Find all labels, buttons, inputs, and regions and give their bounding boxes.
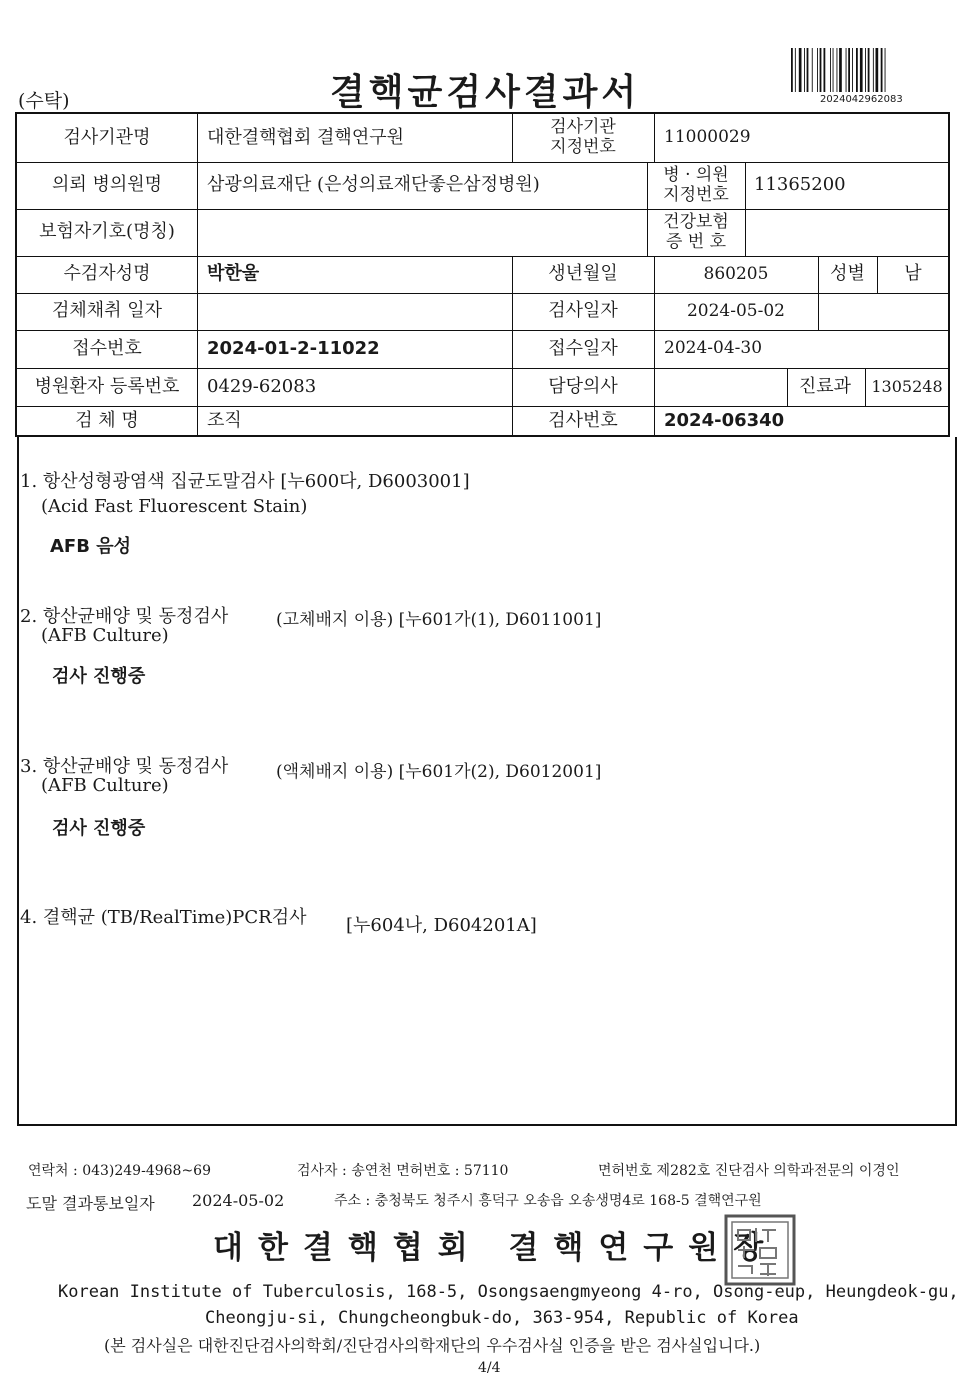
receipt-date-label: 접수일자 — [548, 337, 618, 359]
test-4-title: 4. 결핵균 (TB/RealTime)PCR검사 — [20, 907, 307, 928]
document-title: 결핵균검사결과서 — [330, 72, 641, 113]
hospital-designation-label-line2: 지정번호 — [663, 184, 729, 205]
insurance-number-value — [754, 209, 934, 256]
lab-designation-label-line1: 검사기관 — [550, 117, 616, 138]
physician-value — [664, 368, 784, 406]
institution-name: 대한결핵협회 결핵연구원장 — [213, 1230, 779, 1266]
patient-name-value: 박한울 — [207, 263, 260, 285]
patient-registration-value: 0429-62083 — [207, 375, 317, 397]
test-4-code: [누604나, D604201A] — [346, 915, 537, 936]
insurer-code-value — [207, 209, 637, 256]
lab-name-value: 대한결핵협회 결핵연구원 — [207, 126, 404, 148]
hospital-designation-label-line1: 병 · 의원 — [663, 164, 729, 185]
patient-registration-label: 병원환자 등록번호 — [34, 375, 180, 397]
receipt-date-value: 2024-04-30 — [664, 338, 763, 359]
test-date-label: 검사일자 — [548, 300, 618, 322]
insurance-number-label-line2: 증 번 호 — [665, 231, 727, 252]
lab-designation-value: 11000029 — [664, 127, 751, 148]
insurance-number-label — [647, 209, 745, 256]
page-number: 4/4 — [478, 1360, 501, 1376]
hospital-designation-value: 11365200 — [754, 174, 846, 196]
lab-designation-label-line2: 지정번호 — [550, 137, 616, 157]
receipt-number-value: 2024-01-2-11022 — [207, 337, 380, 359]
test-date-value: 2024-05-02 — [686, 300, 785, 321]
hospital-designation-label — [647, 162, 745, 209]
test-2-subtitle: (AFB Culture) — [41, 625, 169, 646]
department-value: 1305248 — [871, 376, 943, 396]
insurer-code-label: 보험자기호(명칭) — [39, 221, 175, 243]
lab-designation-label — [512, 114, 654, 162]
sex-label: 성별 — [830, 263, 865, 285]
consignment-label: (수탁) — [18, 90, 70, 112]
birthdate-value: 860205 — [703, 263, 769, 284]
receipt-number-label: 접수번호 — [72, 337, 142, 359]
referring-hospital-label: 의뢰 병의원명 — [51, 174, 163, 196]
test-3-title: 3. 항산균배양 및 동정검사 — [20, 756, 229, 777]
contact-info: 연락처 : 043)249-4968~69 — [28, 1163, 211, 1179]
test-2-result: 검사 진행중 — [52, 666, 146, 687]
lab-name-label: 검사기관명 — [63, 126, 151, 148]
test-1-result: AFB 음성 — [50, 536, 131, 557]
english-address-line2: Cheongju-si, Chungcheongbuk-do, 363-954, Republic of Korea — [205, 1308, 799, 1328]
sex-value: 남 — [904, 263, 922, 285]
test-2-medium: (고체배지 이용) [누601가(1), D6011001] — [276, 610, 602, 630]
certification-note: (본 검사실은 대한진단검사의학회/진단검사의학재단의 우수검사실 인증을 받은 검사실입니다.) — [104, 1336, 761, 1355]
test-3-subtitle: (AFB Culture) — [41, 775, 169, 796]
test-1-title: 1. 항산성형광염색 집균도말검사 [누600다, D6003001] — [20, 471, 470, 492]
barcode-number: 2024042962083 — [820, 94, 903, 105]
specimen-label: 검 체 명 — [75, 409, 139, 431]
examiner-info: 검사자 : 송연천 면허번호 : 57110 — [297, 1163, 509, 1179]
english-address-line1: Korean Institute of Tuberculosis, 168-5, Osongsaengmyeong 4-ro, Osong-eup, Heungdeok-gu, — [58, 1282, 959, 1302]
official-seal — [722, 1212, 798, 1288]
birthdate-label: 생년월일 — [548, 263, 618, 285]
test-1-subtitle: (Acid Fast Fluorescent Stain) — [41, 496, 308, 517]
test-number-value: 2024-06340 — [664, 409, 785, 431]
test-3-medium: (액체배지 이용) [누601가(2), D6012001] — [276, 762, 602, 782]
specialist-license: 면허번호 제282호 진단검사 의학과전문의 이경인 — [598, 1163, 900, 1179]
barcode — [790, 48, 925, 94]
institute-address: 주소 : 충청북도 청주시 흥덕구 오송읍 오송생명4로 168-5 결핵연구원 — [334, 1193, 762, 1209]
collection-date-label: 검체채취 일자 — [51, 300, 163, 322]
patient-name-label: 수검자성명 — [63, 263, 151, 285]
test-2-title: 2. 항산균배양 및 동정검사 — [20, 606, 229, 627]
collection-date-value — [207, 293, 507, 330]
department-label: 진료과 — [798, 375, 852, 397]
test-number-label: 검사번호 — [548, 409, 618, 431]
test-3-result: 검사 진행중 — [52, 818, 146, 839]
referring-hospital-value: 삼광의료재단 (은성의료재단좋은삼정병원) — [207, 174, 540, 196]
specimen-value: 조직 — [207, 409, 242, 431]
physician-label: 담당의사 — [548, 375, 618, 397]
smear-report-date-label: 도말 결과통보일자 — [26, 1194, 155, 1213]
smear-report-date: 2024-05-02 — [192, 1191, 285, 1210]
insurance-number-label-line1: 건강보험 — [663, 211, 729, 232]
